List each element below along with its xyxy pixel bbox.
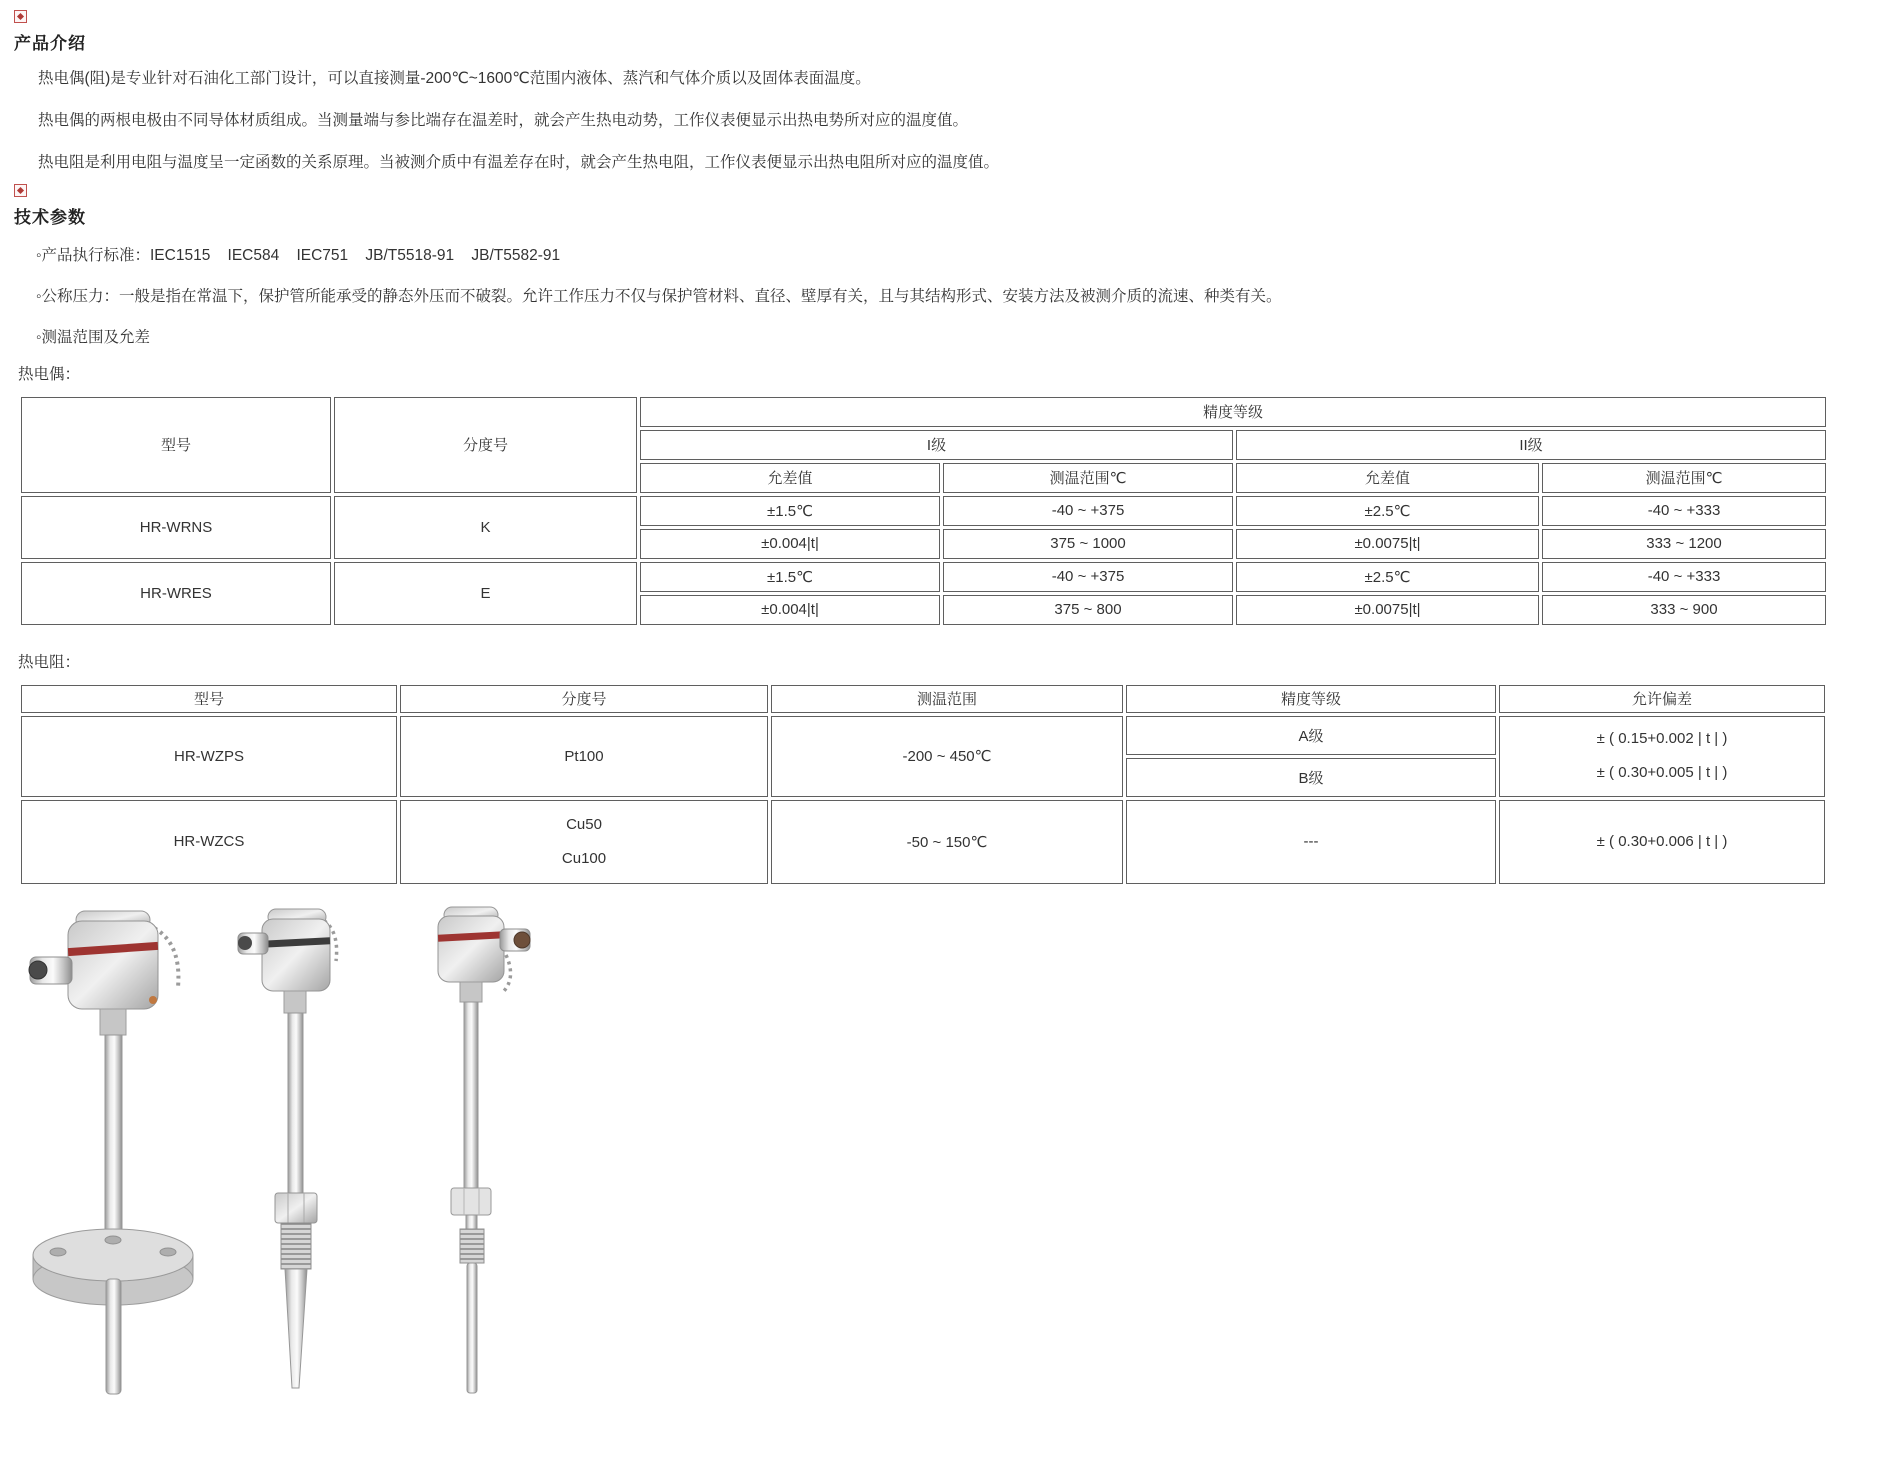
cell-range: 375 ~ 1000 bbox=[943, 529, 1233, 559]
bullet-standards: ◦产品执行标准：IEC1515 IEC584 IEC751 JB/T5518-91 JB/T5582-91 bbox=[36, 246, 561, 264]
header-model: 型号 bbox=[21, 685, 397, 713]
entry-bore bbox=[238, 936, 252, 950]
red-square-marker-icon bbox=[14, 184, 27, 197]
header-grade-2: II级 bbox=[1236, 430, 1826, 460]
cell-range: 333 ~ 1200 bbox=[1542, 529, 1826, 559]
probe-tip bbox=[467, 1263, 477, 1393]
cell-tolerance: ±0.0075|t| bbox=[1236, 595, 1539, 625]
screw-dot bbox=[149, 996, 157, 1004]
graduation-cu100: Cu100 bbox=[561, 849, 607, 867]
neck bbox=[100, 1009, 126, 1035]
header-grade-1: I级 bbox=[640, 430, 1233, 460]
flange-mounted-thermocouple-photo bbox=[16, 903, 202, 1398]
cell-range: -40 ~ +333 bbox=[1542, 562, 1826, 592]
cell-graduation: E bbox=[334, 562, 637, 625]
cell-range: -50 ~ 150℃ bbox=[771, 800, 1123, 884]
protection-tube bbox=[464, 1002, 478, 1188]
deviation-a: ± ( 0.15+0.002 | t | ) bbox=[1596, 730, 1728, 748]
cell-model: HR-WZPS bbox=[21, 716, 397, 797]
bolt-hole bbox=[105, 1236, 121, 1244]
section-title-product-intro: 产品介绍 bbox=[14, 34, 86, 53]
cell-range: -40 ~ +375 bbox=[943, 562, 1233, 592]
cell-model: HR-WZCS bbox=[21, 800, 397, 884]
header-range: 测温范围℃ bbox=[1542, 463, 1826, 493]
graduation-cu50: Cu50 bbox=[566, 815, 602, 833]
movable-thread-thermocouple-photo bbox=[416, 903, 538, 1398]
entry-bore bbox=[29, 961, 47, 979]
header-tolerance: 允差值 bbox=[1236, 463, 1539, 493]
cell-tolerance: ±2.5℃ bbox=[1236, 496, 1539, 526]
hex-nut bbox=[451, 1188, 491, 1215]
protection-tube bbox=[105, 1035, 122, 1257]
cell-accuracy: --- bbox=[1126, 800, 1496, 884]
probe-tip bbox=[106, 1279, 121, 1394]
cell-grade-a: A级 bbox=[1126, 716, 1496, 755]
connection-head bbox=[68, 921, 158, 1009]
neck bbox=[284, 991, 306, 1013]
cell-tolerance: ±1.5℃ bbox=[640, 496, 940, 526]
red-square-marker-icon bbox=[14, 10, 27, 23]
header-range: 测温范围℃ bbox=[943, 463, 1233, 493]
section-title-tech-params: 技术参数 bbox=[14, 207, 86, 227]
bolt-hole bbox=[50, 1248, 66, 1256]
cell-tolerance: ±0.004|t| bbox=[640, 529, 940, 559]
threaded-bushing bbox=[460, 1229, 484, 1263]
product-photos bbox=[16, 903, 1878, 1398]
chain bbox=[504, 955, 511, 991]
thermocouple-table-label: 热电偶： bbox=[18, 365, 81, 383]
cell-range: -200 ~ 450℃ bbox=[771, 716, 1123, 797]
cell-range: 333 ~ 900 bbox=[1542, 595, 1826, 625]
tapered-thread-thermocouple-photo bbox=[236, 903, 358, 1398]
header-accuracy-class: 精度等级 bbox=[640, 397, 1826, 427]
cell-tolerance: ±1.5℃ bbox=[640, 562, 940, 592]
cell-range: -40 ~ +333 bbox=[1542, 496, 1826, 526]
protection-tube bbox=[288, 1013, 303, 1193]
header-model: 型号 bbox=[21, 397, 331, 493]
connection-head bbox=[262, 919, 330, 991]
header-graduation: 分度号 bbox=[400, 685, 768, 713]
intro-paragraph-1: 热电偶(阻)是专业针对石油化工部门设计，可以直接测量-200℃~1600℃范围内液体、蒸汽和气体介质以及固体表面温度。 bbox=[38, 70, 871, 87]
cell-graduations bbox=[400, 800, 768, 884]
cell-deviation: ± ( 0.30+0.006 | t | ) bbox=[1499, 800, 1825, 884]
deviation-b: ± ( 0.30+0.005 | t | ) bbox=[1596, 764, 1728, 782]
bullet-temp-range: ◦测温范围及允差 bbox=[36, 328, 150, 346]
intro-paragraph-2: 热电偶的两根电极由不同导体材质组成。当测量端与参比端存在温差时，就会产生热电动势，工作仪表便显示出热电势所对应的温度值。 bbox=[38, 111, 969, 129]
intro-paragraph-3: 热电阻是利用电阻与温度呈一定函数的关系原理。当被测介质中有温差存在时，就会产生热电阻，工作仪表便显示出热电阻所对应的温度值。 bbox=[38, 153, 1000, 171]
header-graduation: 分度号 bbox=[334, 397, 637, 493]
neck bbox=[460, 982, 482, 1002]
cell-tolerance: ±0.0075|t| bbox=[1236, 529, 1539, 559]
header-tolerance: 允差值 bbox=[640, 463, 940, 493]
cell-model: HR-WRNS bbox=[21, 496, 331, 559]
tapered-probe bbox=[285, 1269, 307, 1388]
cell-graduation: K bbox=[334, 496, 637, 559]
rtd-table-label: 热电阻： bbox=[18, 653, 81, 671]
cell-grade-b: B级 bbox=[1126, 758, 1496, 797]
cell-range: 375 ~ 800 bbox=[943, 595, 1233, 625]
threaded-section bbox=[281, 1223, 311, 1269]
thermocouple-table bbox=[18, 394, 1829, 628]
cell-model: HR-WRES bbox=[21, 562, 331, 625]
cell-range: -40 ~ +375 bbox=[943, 496, 1233, 526]
header-range: 测温范围 bbox=[771, 685, 1123, 713]
header-deviation: 允许偏差 bbox=[1499, 685, 1825, 713]
entry-bore bbox=[514, 932, 530, 948]
header-accuracy-class: 精度等级 bbox=[1126, 685, 1496, 713]
hex-fitting bbox=[275, 1193, 317, 1223]
cell-graduation: Pt100 bbox=[400, 716, 768, 797]
cell-deviations bbox=[1499, 716, 1825, 797]
cell-tolerance: ±2.5℃ bbox=[1236, 562, 1539, 592]
bullet-nominal-pressure: ◦公称压力：一般是指在常温下，保护管所能承受的静态外压而不破裂。允许工作压力不仅与保护管材料、直径、壁厚有关，且与其结构形式、安装方法及被测介质的流速、种类有关。 bbox=[36, 287, 1282, 305]
table-row bbox=[21, 562, 1826, 592]
cell-tolerance: ±0.004|t| bbox=[640, 595, 940, 625]
table-row bbox=[21, 716, 1825, 755]
table-row bbox=[21, 800, 1825, 884]
table-row bbox=[21, 496, 1826, 526]
connection-head bbox=[438, 916, 504, 982]
rtd-table bbox=[18, 682, 1828, 887]
bolt-hole bbox=[160, 1248, 176, 1256]
spacer bbox=[466, 1215, 477, 1229]
